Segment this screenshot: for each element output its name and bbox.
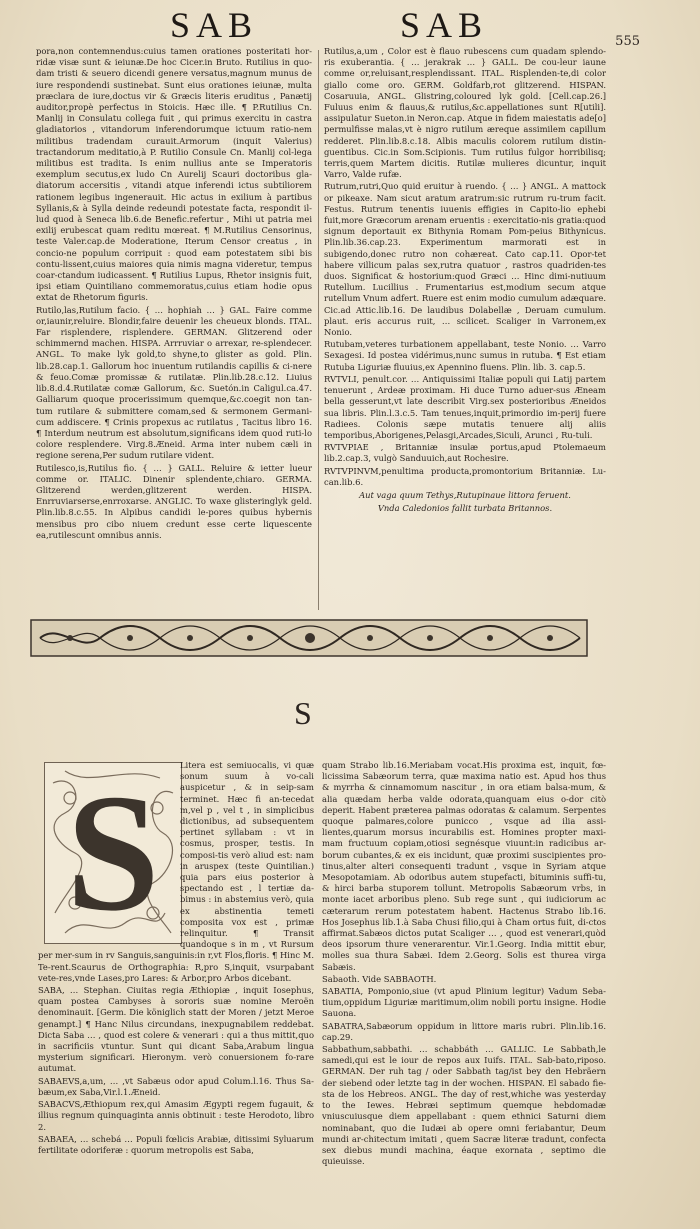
entry-paragraph: quam Strabo lib.16.Meriabam vocat.His proxima est, inquit, fœ-licissima Sabæorum terra, quæ maxima natio est. Apud hos thus & myrrha & cinnamomum nascitur , in ora etiam balsa-mum, & alia quædam herba valde odorata,quanquam eius o-dor citò deperit. Habent præterea palmas odoratas & calamum. Serpentes quoque palmares,colore punicco , vsque ad ilia assi-lientes,quarum morsus incurabilis est. Homines propter maxi-mam fructuum copiam,otiosi segnésque viuunt:in radicibus ar-borum cubantes,& ex eis incidunt, quæ proximi suscipientes pro-tinus,alter alteri consequenti tradunt , vsque in Syriam atque Mesopotamiam. Ab odoribus autem stupefacti, bituminis suffi-tu, & hirci barba stuporem tollunt. Metropolis Sabæorum vrbs, in monte iacet arboribus pleno. Sub rege sunt , qui iudiciorum ac cæterarum rerum potestatem habent. Hactenus Strabo lib.16. Hos Josephus lib.1.à Saba Chusi filio,qui à Cham ortus fuit, di-ctos affirmat.Sabæos dictos putat Scaliger … , quod est venerari,quòd deos ipsorum thure venerarentur. Vir.1.Georg. India mittit ebur, molles sua thura Sabæi. Idem 2.Georg. Solis est thurea virga Sabæis. xyxy=(322,760,606,972)
page-number: 555 xyxy=(615,34,640,49)
entry-paragraph: RVTVLI, penult.cor. … Antiquissimi Italiæ populi qui Latij partem tenuerunt , Ardeæ proximam. Hi duce Turno aduer-sus Æneam bella gesserunt,vt late describit Virg.sex posterioribus Æneidos sua libris. Plin.l.3.c.5. Tam tenues,inquit,primordio im-perij fuere Radiees. Colonis sæpe mutatis tenuere alij aliis temporibus,Aborigenes,Pelasgi,Arcades,Siculi, Arunci , Ru-tuli. xyxy=(324,373,606,440)
entry-paragraph: SABAEA, … schebá … Populi fœlicis Arabiæ, ditissimi Syluarum fertilitate odoriferæ : quorum metropolis est Saba, xyxy=(38,1133,314,1155)
entry-paragraph: SABA, … Stephan. Ciuitas regia Æthiopiæ , inquit Iosephus, quam postea Cambyses à sororis suæ nomine Meroën denominauit. [Germ. Die königlich statt der Moren / jetzt Meroe genampt.] ¶ Hanc Nilus circundans, inexpugnabilem reddebat. Dicta Saba … , quod est colere & venerari : qui a thus mittit,quo in sacrificiis vtuntur. Sunt qui dicant Saba,Arabum lingua mysterium significari. Hieronym. verò conuersionem fo-rare autumat. xyxy=(38,985,314,1074)
entry-paragraph: Rutilo,las,Rutilum facio. { … hophiah … } GAL. Faire comme or,iaunir,reluire. Blondir,faire deuenir les cheueux blonds. ITAL. Far risplendere, risplendere. GERMAN. Glitzerend oder schimmernd machen. HISPA. Arrruviar o arrexar, re-splendecer. ANGL. To make lyk gold,to shyne,to glister as gold. Plin. lib.28.cap.1. Gallorum hoc inuentum rutilandis capillis & ci-nere & feuo.Comæ promissæ & rutilatæ. Plin.lib.28.c.12. Liuius lib.8.d.4.Rutilatæ comæ Gallorum, &c. Suetón.in Caligul.ca.47. Galliarum quoque procerissimum quemque,&c.coegit non tan-tum rutilare & submittere comam,sed & sermonem Germani-cum addiscere. ¶ Crinis propexus ac rutilatus , Tacitus libro 16. ¶ Interdum neutrum est absolutum,significans idem quod ruti-lo colore resplendere. Virg.8.Æneid. Arma inter nubem cæli in regione serena,Per sudum rutilare vident. xyxy=(36,304,312,461)
entry-paragraph: Litera est semiuocalis, vi quæ sonum suum à vo-cali auspicetur , & in seip-sam terminet. Hæc fi an-tecedat m,vel p , vel t , in simplicibus dictionibus, ad subsequentem pertinet syllabam : vt in cosmus, prosper, testis. In composi-tis verò aliud est: nam in aruspex (teste Quintilian.) quia pars eius posterior à spectando est , l tertiæ da-bimus : in abstemius verò, quia ex abstinentia temeti composita vox est , primæ relinquitur. ¶ Transit quandoque s in m , vt Rursum per mer-sum in rv Sanguis,sanguinis:in r,vt Flos,floris. ¶ Hinc M. Te-rent.Scaurus de Orthographia: R,pro S,inquit, vsurpabant vete-res,vnde Lases,pro Lares: & Arbor,pro Arbos dicebant. xyxy=(38,760,314,983)
entry-paragraph: Rutubam,veteres turbationem appellabant, teste Nonio. … Varro Sexagesi. Id postea vidérimus,nunc sumus in rutuba. ¶ Est etiam Rutuba Liguriæ fluuius,ex Apennino fluens. Plin. lib. 3. cap.5. xyxy=(324,339,606,372)
column-rule xyxy=(318,50,319,610)
entry-paragraph: RVTVPINVM,penultima producta,promontorium Britanniæ. Lu-can.lib.6. xyxy=(324,465,606,487)
running-head-right: SAB xyxy=(400,5,489,45)
entry-paragraph: SABATIA, Pomponio,siue (vt apud Plinium legitur) Vadum Seba-tium,oppidum Liguriæ maritimum,olim nobili portu insigne. Hodie Sauona. xyxy=(322,986,606,1019)
entry-paragraph: Rutrum,rutri,Quo quid eruitur à ruendo. { … } ANGL. A mattock or pikeaxe. Nam sicut aratum aratrum:sic rutrum ru-trum facit. Festus. Rutrum tenentis iuuenis effigies in Capito-lio ephebi fuit,more Græcorum arenam eruentis : exercitatio-nis gratia:quod signum deportauit ex Bithynia Romam Pom-peius Bithynicus. Plin.lib.36.cap.23. Experimentum marmorati est in subigendo,donec rutro non cohæreat. Cato cap.11. Opor-tet habere villicum palas sex,rutra quatuor , rastros quadriden-tes duos. Significat & hostorium:quod Græci … Hinc dimi-nutiuum Rutellum. Lucillius . Frumentarius est,modium secum atque rutellum Vnum adfert. Ruere est enim modio cumulum adæquare. Cic.ad Attic.lib.16. De laudibus Dolabellæ , Deruam cumulum. plaut. eris accurus ruit, … scilicet. Scaliger in Varronem,ex Nonio. xyxy=(324,181,606,338)
column-top-left xyxy=(36,46,312,606)
entry-paragraph: Sabbathum,sabbathi. … schabbáth … GALLIC. Le Sabbath,le samedi,qui est le iour de repos aux Iuifs. ITAL. Sab-bato,riposo. GERMAN. Der ruh tag / oder Sabbath tag/ist bey den Hebräern der siebend oder letzte tag in der wochen. HISPAN. El sabado fie-sta de los Hebreos. ANGL. The day of rest,whiche was yesterday to the Iewes. Hebræi septimum quemque hebdomadæ vniuscuiusque diem appellabant : quem ethnici Saturni diem nominabant, quo die Iudæi ab opere omni feriabantur, Deum mundi ar-chitectum imitati , quem Sacræ literæ tradunt, confecta sex diebus mundi machina, éaque exornata , septimo die quieuisse. xyxy=(322,1044,606,1167)
verse-line: Vnda Caledonios fallit turbata Britannos. xyxy=(377,503,553,514)
verse-line: Aut vaga quum Tethys,Rutupinaue littora feruent. xyxy=(359,489,571,500)
entry-paragraph: SABATRA,Sabæorum oppidum in littore maris rubri. Plin.lib.16. cap.29. xyxy=(322,1020,606,1042)
entry-paragraph: Rutilesco,is,Rutilus fio. { … } GALL. Reluire & ietter lueur comme or. ITALIC. Dinenir splendente,chiaro. GERMA. Glitzerend werden,glitzerent werden. HISPA. Enrruviarserse,enrroxarse. ANGLIC. To waxe glisteringlyk geld. Plin.lib.8.c.55. In Alpibus candidi le-pores quibus hybernis mensibus pro cibo niuem credunt esse certe liquescente ea,rutilescunt omnibus annis. xyxy=(36,462,312,540)
entry-paragraph: Sabaoth. Vide SABBAOTH. xyxy=(322,973,437,984)
column-bottom-right xyxy=(322,760,606,1228)
entry-paragraph: pora,non contemnendus:cuius tamen orationes posteritati hor-ridæ visæ sunt & ieiunæ.De hoc Cicer.in Bruto. Rutilius in quo-dam tristi & seuero dicendi genere versatus,magnum munus de iure respondendi sustinebat. Sunt eius orationes ieiunæ, multa præclara de iure,doctus vir & Græcis literis eruditus , Panætij auditor,propè perfectus in Stoicis. Hæc ille. ¶ P.Rutilius Cn. Manlij in Consulatu collega fuit , qui primus exercitu in castra gladiatorios , vitandorum inferendorumque ictuum ratio-nem militibus tradendam curauit.Armorum (inquit Valerius) tractandorum meditatio,à P. Rutilio Consule Cn. Manlij col-lega militibus est tradita. Is enim nullius ante se Imperatoris exemplum secutus,ex ludo Cn Aurelij Scauri doctoribus gla-diatorum accersitis , vitandi atque inferendi ictus subtiliorem rationem legibus ingenerauit. Hic actus in exilium à partibus Syllanis,& à Sylla deinde redeundi potestate facta, respondit il-lud quod à Seneca lib.6.de Benefic.refertur , Mihi ut patria mei exilij erubescat quam reditu mœreat. ¶ M.Rutilius Censorinus, teste Valer.cap.de Moderatione, Iterum Censor creatus , in concio-ne populum corripuit : quod eam potestatem sibi bis contu-lissent,cuius maiores quia nimis magna videretur, tempus coar-ctandum iudicassent. ¶ Rutilius Lupus, Rhetor insignis fuit, ipsi etiam Quintiliano commemoratus,cuius etiam hodie opus extat de Rhetorum figuris. xyxy=(36,46,312,303)
section-letter: S xyxy=(294,695,312,731)
entry-paragraph: Rutilus,a,um , Color est è flauo rubescens cum quadam splendo-ris exuberantia. { … jerakrak … } GALL. De cou-leur iaune comme or,reluisant,resplendissant. ITAL. Risplenden-te,di color giallo come oro. GERM. Goldfarb,rot glitzerend. HISPAN. Cosaruuia, ANGL. Glistring,coloured lyk gold. [Cell.cap.26.] Fuluus enim & flauus,& rutilus,&c.appellationes sunt R[utili]. assipulatur Sueton.in Neron.cap. Atque in fidem maiestatis ade[o] permulfisse malas,vt è nigro rutilum æreque assimilem capillum redderet. Plin.lib.8.c.18. Albis maculis colorem rutilum distin-guentibus. Cic.in Som.Scipionis. Tum rutilus fulgor horribilisq; terris,quem Martem dicitis. Rutilæ mulieres dicuntur, inquit Varro, Valde rufæ. xyxy=(324,46,606,180)
entry-paragraph: RVTVPIAE , Britanniæ insulæ portus,apud Ptolemaeum lib.2.cap.3, vulgò Sanduuich,aut Rochesire. xyxy=(324,442,606,464)
page-header xyxy=(0,4,700,49)
entry-paragraph: SABACVS,Æthiopum rex,qui Amasim Ægypti regem fugauit, & illius regnum quinquaginta annis obtinuit : teste Herodoto, libro 2. xyxy=(38,1099,314,1132)
column-top-right xyxy=(324,46,606,606)
running-head-left: SAB xyxy=(170,5,259,45)
decorative-band xyxy=(30,616,588,660)
column-bottom-left xyxy=(38,760,314,1228)
initial-s-glyph: S xyxy=(66,760,160,946)
initial-space xyxy=(38,760,180,944)
entry-paragraph: SABAEVS,a,um, … ,vt Sabæus odor apud Colum.l.16. Thus Sa-bæum,ex Saba,Vir.l.1.Æneid. xyxy=(38,1075,314,1097)
